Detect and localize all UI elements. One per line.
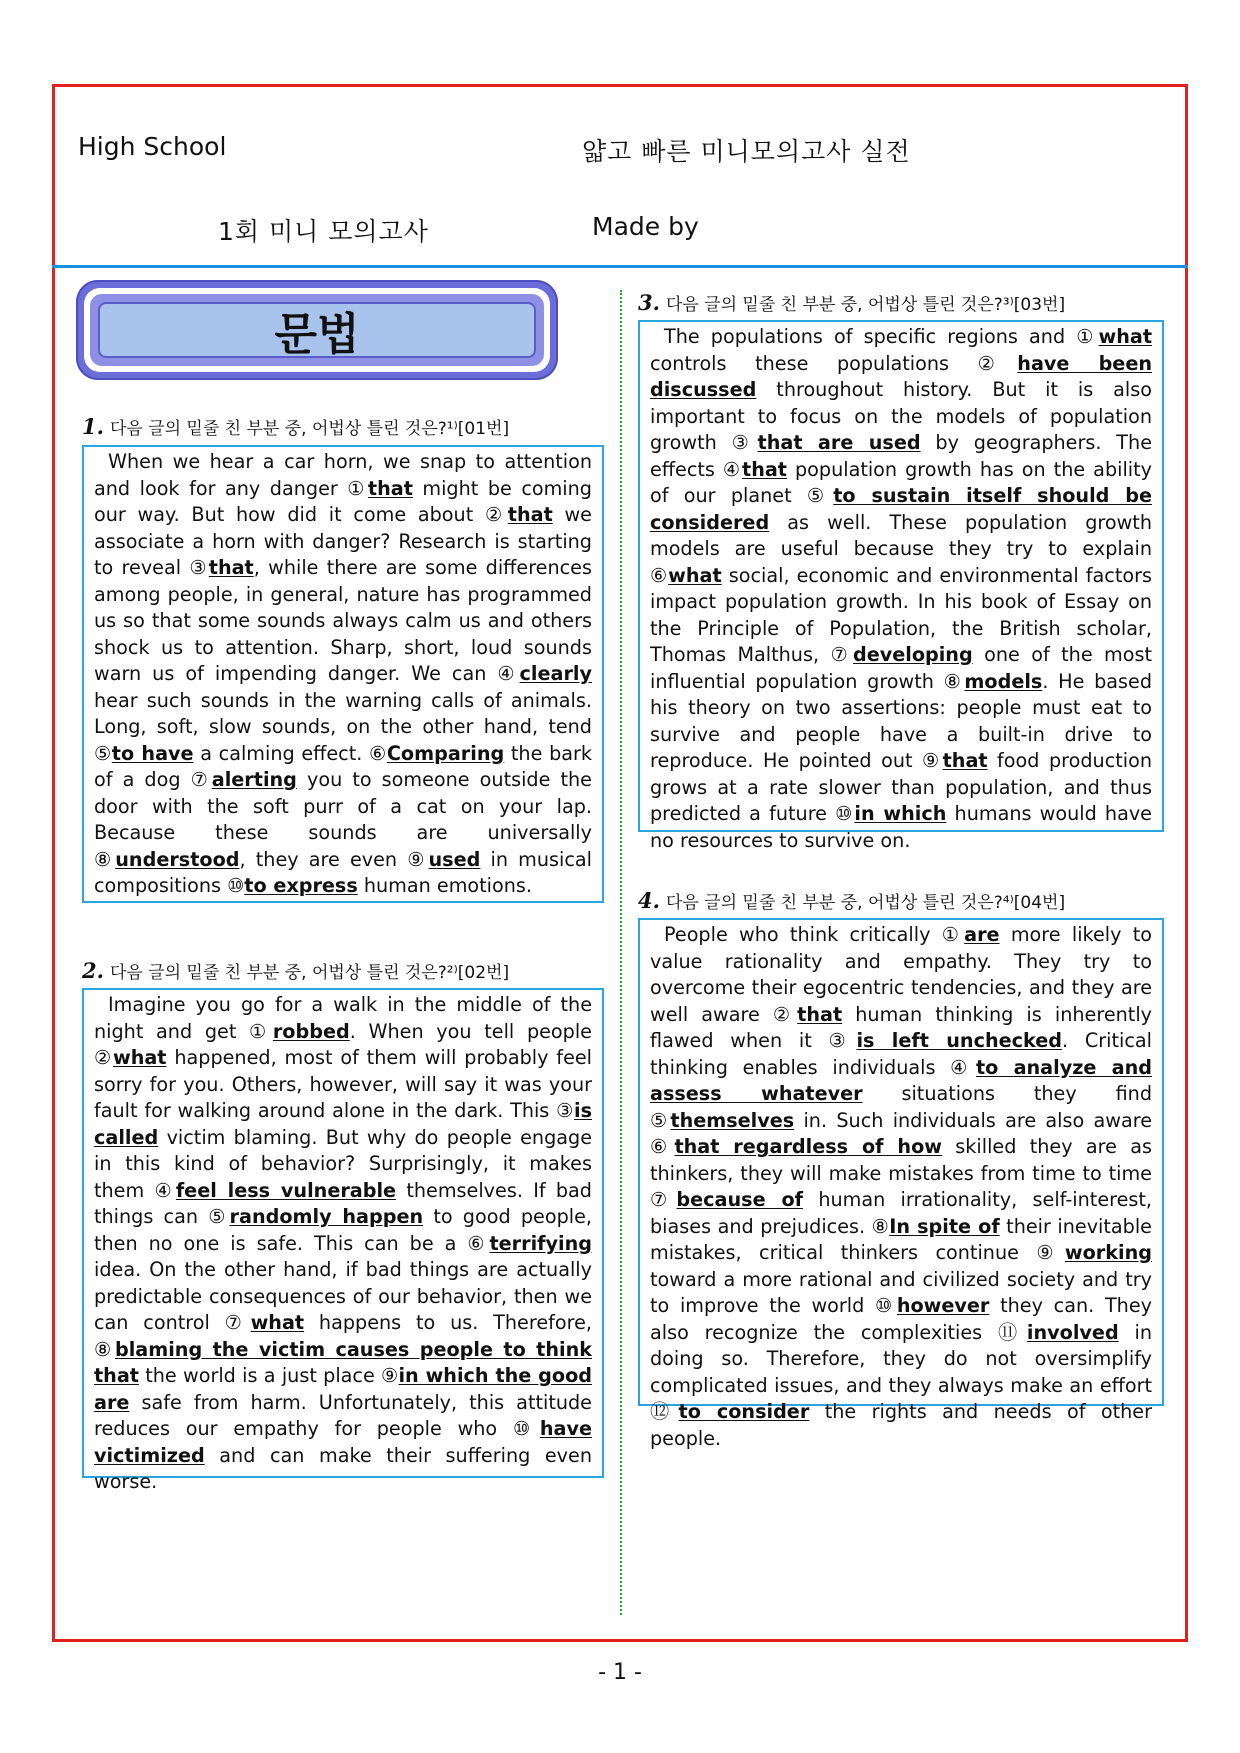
underlined-phrase: what <box>112 1046 167 1069</box>
question-1-number: 1. <box>82 414 104 439</box>
passage-text <box>650 324 1152 854</box>
underlined-phrase: to consider <box>678 1400 810 1423</box>
underlined-phrase: involved <box>1026 1320 1119 1344</box>
question-1-prompt: 다음 글의 밑줄 친 부분 중, 어법상 틀린 것은?¹⁾[01번] <box>109 419 510 439</box>
question-2-label <box>82 958 509 983</box>
underlined-phrase: developing <box>852 643 973 666</box>
underlined-phrase: that <box>367 476 413 500</box>
passage-segment: food production grows at a rate slower than population, and thus predicted a future ⑩ <box>650 749 1152 825</box>
passage-segment: happened, most of them will probably feel sorry for you. Others, however, will say it was your fault for walking around alone in the dark. This ③ <box>94 1046 593 1122</box>
passage-segment: population growth has on the ability of our planet ⑤ <box>650 457 1152 507</box>
underlined-phrase: what <box>250 1311 305 1334</box>
passage-segment: Imagine you go for a walk in the middle of the night and get ① <box>94 993 592 1043</box>
question-1-passage <box>82 445 604 903</box>
underlined-phrase: that are used <box>757 431 921 454</box>
underlined-phrase: understood <box>115 847 240 871</box>
exam-round: 1회 미니 모의고사 <box>218 217 429 246</box>
underlined-phrase: blaming the victim causes people to think that <box>94 1337 592 1387</box>
underlined-phrase: because of <box>676 1188 804 1211</box>
passage-segment: situations they find ⑤ <box>650 1082 1153 1132</box>
underlined-phrase: that <box>208 556 254 579</box>
question-3-label <box>638 290 1065 315</box>
passage-segment: a calming effect. ⑥ <box>193 741 387 765</box>
passage-segment: the world is a just place ⑨ <box>138 1364 399 1387</box>
passage-segment: might be coming our way. But how did it come about ② <box>94 476 592 526</box>
underlined-phrase: feel less vulnerable <box>175 1178 397 1202</box>
passage-segment: they can. They also recognize the complexities ⑪ <box>650 1294 1153 1344</box>
passage-segment: humans would have no resources to survive on. <box>650 802 1152 852</box>
passage-segment: to good people, then no one is safe. This can be a ⑥ <box>94 1205 592 1255</box>
passage-text <box>650 922 1152 1452</box>
passage-segment: in. Such individuals are also aware ⑥ <box>650 1108 1152 1158</box>
passage-segment: themselves. If bad things can ⑤ <box>94 1178 592 1228</box>
passage-segment: hear such sounds in the warning calls of animals. Long, soft, slow sounds, on the other hand, tend ⑤ <box>94 688 592 765</box>
passage-segment: human irrationality, self-interest, biases and prejudices. ⑧ <box>650 1188 1153 1238</box>
section-banner <box>76 280 558 380</box>
underlined-phrase: to sustain itself should be considered <box>650 484 1152 534</box>
passage-segment: . He based his theory on two assertions: people must eat to survive and people have a built-in drive to reproduce. He pointed out ⑨ <box>650 669 1152 772</box>
passage-segment: , they are even ⑨ <box>239 847 429 871</box>
passage-segment: happens to us. Therefore, ⑧ <box>94 1311 592 1361</box>
underlined-phrase: to analyze and assess whatever <box>650 1055 1152 1105</box>
passage-text <box>94 449 592 900</box>
question-3-number: 3. <box>638 290 660 315</box>
underlined-phrase: that <box>797 1002 843 1026</box>
underlined-phrase: that regardless of how <box>674 1135 942 1158</box>
question-3-passage <box>638 320 1164 852</box>
passage-segment: as well. These population growth models are useful because they try to explain ⑥ <box>650 510 1152 587</box>
underlined-phrase: is called <box>94 1099 592 1149</box>
question-4-passage <box>638 918 1164 1450</box>
passage-segment: The populations of specific regions and ① <box>664 325 1099 348</box>
passage-segment: in doing so. Therefore, they do not oversimplify complicated issues, and they always make an effort ⑫ <box>650 1320 1152 1423</box>
passage-segment: by geographers. The effects ④ <box>650 431 1152 481</box>
underlined-phrase: that <box>942 749 988 772</box>
passage-segment: social, economic and environmental factors impact population growth. In his book of Essay on the Principle of Population, the British scholar, Thomas Malthus, ⑦ <box>650 563 1152 666</box>
passage-segment: . When you tell people ② <box>94 1019 592 1069</box>
passage-text <box>94 992 592 1496</box>
underlined-phrase: have been discussed <box>650 351 1152 401</box>
question-1-label <box>82 414 509 439</box>
passage-segment: safe from harm. Unfortunately, this attitude reduces our empathy for people who ⑩ <box>94 1390 592 1440</box>
underlined-phrase: is left unchecked <box>856 1029 1063 1052</box>
underlined-phrase: In spite of <box>889 1214 1000 1238</box>
passage-segment: more likely to value rationality and empathy. They try to overcome their egocentric tendencies, and they are well aware ② <box>650 923 1152 1026</box>
underlined-phrase: to have <box>111 741 194 765</box>
underlined-phrase: robbed <box>272 1019 350 1043</box>
underlined-phrase: to express <box>244 874 358 897</box>
passage-segment: human emotions. <box>357 874 532 897</box>
underlined-phrase: alerting <box>211 768 297 791</box>
question-3-prompt: 다음 글의 밑줄 친 부분 중, 어법상 틀린 것은?³⁾[03번] <box>665 295 1066 315</box>
passage-segment: their inevitable mistakes, critical thinkers continue ⑨ <box>650 1214 1152 1264</box>
passage-segment: People who think critically ① <box>664 923 965 946</box>
passage-segment: When we hear a car horn, we snap to attention and look for any danger ① <box>94 450 592 500</box>
underlined-phrase: have victimized <box>94 1417 592 1467</box>
section-title: 문법 <box>98 302 536 358</box>
underlined-phrase: themselves <box>670 1108 795 1132</box>
passage-segment: , while there are some differences among people, in general, nature has programmed us so that some sounds always calm us and others shock us to attention. Sharp, short, loud sounds warn us of impending danger. We can ④ <box>94 556 592 685</box>
underlined-phrase: working <box>1064 1241 1152 1264</box>
question-4-number: 4. <box>638 888 660 913</box>
exam-title: 얇고 빠른 미니모의고사 실전 <box>582 137 911 166</box>
passage-segment: one of the most influential population growth ⑧ <box>650 643 1152 693</box>
passage-segment: the rights and needs of other people. <box>650 1400 1153 1450</box>
underlined-phrase: randomly happen <box>229 1205 424 1228</box>
passage-segment: we associate a horn with danger? Research is starting to reveal ③ <box>94 503 592 579</box>
passage-segment: the bark of a dog ⑦ <box>94 741 593 791</box>
header-divider <box>52 265 1188 268</box>
page-number: - 1 - <box>598 1660 642 1685</box>
question-2-passage <box>82 988 604 1493</box>
passage-segment: skilled they are as thinkers, they will make mistakes from time to time ⑦ <box>650 1135 1152 1211</box>
underlined-phrase: however <box>896 1294 990 1317</box>
question-4-label <box>638 888 1065 913</box>
underlined-phrase: models <box>964 669 1043 693</box>
underlined-phrase: clearly <box>519 662 592 685</box>
question-4-prompt: 다음 글의 밑줄 친 부분 중, 어법상 틀린 것은?⁴⁾[04번] <box>665 893 1066 913</box>
underlined-phrase: in which <box>854 802 947 825</box>
passage-segment: and can make their suffering even worse. <box>94 1443 592 1493</box>
underlined-phrase: used <box>428 847 481 871</box>
passage-segment: throughout history. But it is also important to focus on the models of population growth ③ <box>650 378 1152 454</box>
passage-segment: idea. On the other hand, if bad things are actually predictable consequences of our behavior, then we can control ⑦ <box>94 1258 592 1334</box>
underlined-phrase: that <box>507 503 553 526</box>
question-2-number: 2. <box>82 958 104 983</box>
underlined-phrase: Comparing <box>386 741 505 765</box>
passage-segment: victim blaming. But why do people engage in this kind of behavior? Surprisingly, it makes them ④ <box>94 1125 592 1202</box>
underlined-phrase: what <box>668 563 722 587</box>
underlined-phrase: terrifying <box>489 1231 592 1255</box>
passage-segment: you to someone outside the door with the soft purr of a cat on your lap. Because these sounds are universally ⑧ <box>94 768 592 871</box>
passage-segment: controls these populations ② <box>650 351 1018 375</box>
underlined-phrase: in which the good are <box>94 1364 593 1414</box>
school-name: High School <box>78 132 227 161</box>
underlined-phrase: that <box>742 457 787 481</box>
column-divider <box>620 290 622 1615</box>
passage-segment: human thinking is inherently flawed when it ③ <box>650 1002 1152 1052</box>
question-2-prompt: 다음 글의 밑줄 친 부분 중, 어법상 틀린 것은?²⁾[02번] <box>109 963 510 983</box>
passage-segment: toward a more rational and civilized society and try to improve the world ⑩ <box>650 1267 1152 1317</box>
passage-segment: in musical compositions ⑩ <box>94 847 592 897</box>
underlined-phrase: are <box>964 923 1000 946</box>
underlined-phrase: what <box>1098 325 1152 348</box>
passage-segment: . Critical thinking enables individuals ④ <box>650 1029 1153 1079</box>
made-by: Made by <box>592 212 699 241</box>
